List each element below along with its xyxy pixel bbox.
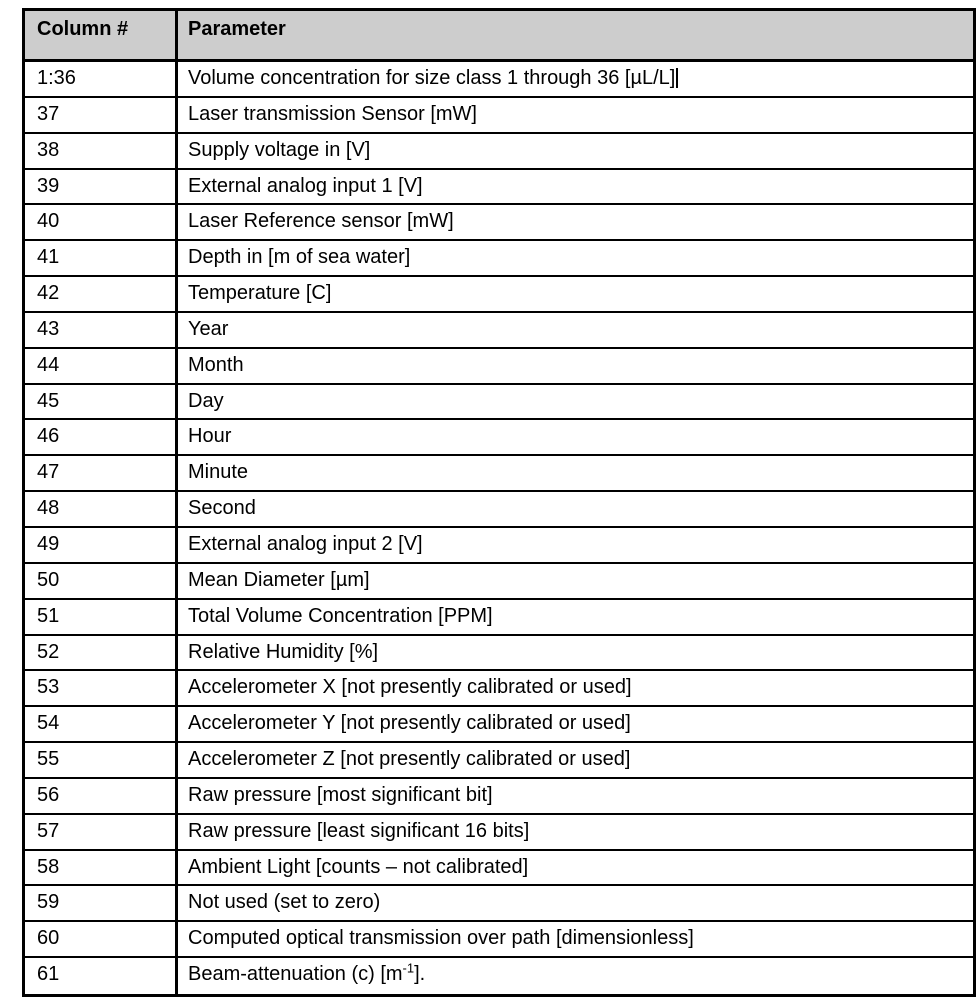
column-number-cell: 38: [25, 134, 178, 168]
table-row: [25, 456, 973, 492]
column-number-cell: 52: [25, 636, 178, 670]
parameter-text: External analog input 2 [V]: [188, 532, 423, 555]
parameter-text: Accelerometer X [not presently calibrated or used]: [188, 676, 632, 699]
parameter-text: Ambient Light [counts – not calibrated]: [188, 855, 529, 878]
table-row: [25, 600, 973, 636]
column-number-cell: 56: [25, 779, 178, 813]
table-row: [25, 98, 973, 134]
parameter-cell: [178, 779, 973, 813]
parameter-table: [22, 8, 976, 997]
parameter-cell: [178, 636, 973, 670]
table-row: [25, 385, 973, 421]
table-row: [25, 420, 973, 456]
parameter-cell: [178, 886, 973, 920]
table-body: [25, 62, 973, 994]
parameter-text: Minute: [188, 461, 249, 484]
column-number-cell: 61: [25, 958, 178, 994]
column-number-cell: 49: [25, 528, 178, 562]
table-row: [25, 313, 973, 349]
column-number-cell: 44: [25, 349, 178, 383]
table-row: [25, 851, 973, 887]
parameter-text: Not used (set to zero): [188, 891, 381, 914]
parameter-text: Laser Reference sensor [mW]: [188, 210, 454, 233]
parameter-cell: [178, 707, 973, 741]
parameter-cell: [178, 98, 973, 132]
table-row: [25, 277, 973, 313]
table-row: [25, 241, 973, 277]
parameter-text: Mean Diameter [µm]: [188, 568, 370, 591]
table-row: [25, 528, 973, 564]
parameter-text: Accelerometer Y [not presently calibrated or used]: [188, 712, 631, 735]
column-number-cell: 50: [25, 564, 178, 598]
table-row: [25, 62, 973, 98]
parameter-text: Second: [188, 497, 256, 520]
table-header-row: [25, 11, 973, 62]
parameter-cell: [178, 385, 973, 419]
table-row: [25, 671, 973, 707]
column-number-cell: 47: [25, 456, 178, 490]
parameter-text: Temperature [C]: [188, 282, 332, 305]
column-number-cell: 60: [25, 922, 178, 956]
parameter-cell: [178, 420, 973, 454]
column-number-cell: 53: [25, 671, 178, 705]
column-number-cell: 46: [25, 420, 178, 454]
column-number-cell: 57: [25, 815, 178, 849]
parameter-text: Day: [188, 389, 224, 412]
column-number-cell: 40: [25, 205, 178, 239]
parameter-text: Relative Humidity [%]: [188, 640, 379, 663]
text-cursor: [676, 68, 678, 88]
parameter-cell: [178, 564, 973, 598]
table-row: [25, 205, 973, 241]
table-row: [25, 958, 973, 994]
parameter-cell: [178, 851, 973, 885]
parameter-text: Raw pressure [most significant bit]: [188, 783, 493, 806]
column-number-cell: 39: [25, 170, 178, 204]
parameter-text: Beam-attenuation (c) $[m^{-1}]$.: [188, 960, 426, 986]
column-number-cell: 55: [25, 743, 178, 777]
column-number-cell: 1:36: [25, 62, 178, 96]
parameter-cell: [178, 134, 973, 168]
parameter-text: Total Volume Concentration [PPM]: [188, 604, 493, 627]
table-row: [25, 743, 973, 779]
parameter-cell: [178, 671, 973, 705]
parameter-cell: [178, 313, 973, 347]
parameter-cell: [178, 600, 973, 634]
parameter-text: Laser transmission Sensor [mW]: [188, 102, 477, 125]
table-row: [25, 707, 973, 743]
column-number-cell: 59: [25, 886, 178, 920]
parameter-cell: [178, 170, 973, 204]
column-number-cell: 43: [25, 313, 178, 347]
parameter-cell: [178, 743, 973, 777]
parameter-text: Year: [188, 317, 229, 340]
table-row: [25, 886, 973, 922]
parameter-cell: [178, 815, 973, 849]
parameter-text: Raw pressure [least significant 16 bits]: [188, 819, 530, 842]
parameter-cell: [178, 922, 973, 956]
parameter-cell: [178, 528, 973, 562]
header-cell-column-number: Column #: [25, 11, 178, 59]
column-number-cell: 42: [25, 277, 178, 311]
parameter-text: Supply voltage in [V]: [188, 138, 371, 161]
parameter-text: External analog input 1 [V]: [188, 174, 423, 197]
table-row: [25, 564, 973, 600]
table-row: [25, 492, 973, 528]
column-number-cell: 48: [25, 492, 178, 526]
parameter-text: Volume concentration for size class 1 through 36 [µL/L]: [188, 67, 676, 89]
column-number-cell: 51: [25, 600, 178, 634]
table-row: [25, 779, 973, 815]
parameter-text: Month: [188, 353, 244, 376]
column-number-cell: 58: [25, 851, 178, 885]
table-row: [25, 636, 973, 672]
column-number-cell: 54: [25, 707, 178, 741]
table-row: [25, 349, 973, 385]
parameter-cell: [178, 492, 973, 526]
column-number-cell: 37: [25, 98, 178, 132]
table-row: [25, 922, 973, 958]
parameter-cell: [178, 958, 973, 994]
column-number-cell: 41: [25, 241, 178, 275]
parameter-cell: [178, 62, 973, 96]
table-row: [25, 815, 973, 851]
parameter-text: Hour: [188, 425, 232, 448]
parameter-text: Depth in [m of sea water]: [188, 246, 411, 269]
table-row: [25, 170, 973, 206]
parameter-cell: [178, 241, 973, 275]
header-cell-parameter: Parameter: [188, 18, 286, 40]
column-number-cell: 45: [25, 385, 178, 419]
parameter-text: Computed optical transmission over path [dimensionless]: [188, 927, 694, 950]
parameter-cell: [178, 277, 973, 311]
parameter-text: Accelerometer Z [not presently calibrated or used]: [188, 748, 631, 771]
parameter-cell: [178, 349, 973, 383]
parameter-cell: [178, 456, 973, 490]
table-row: [25, 134, 973, 170]
parameter-cell: [178, 205, 973, 239]
